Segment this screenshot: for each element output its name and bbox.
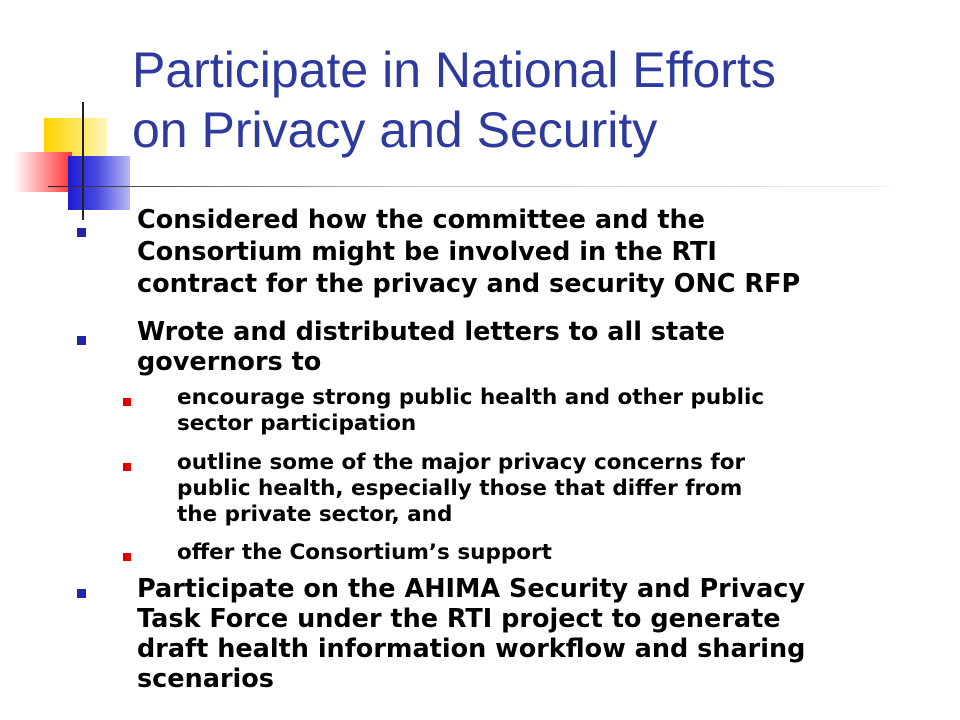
sub-bullet-marker [123, 463, 131, 471]
bullet-marker [77, 336, 86, 345]
bullet-text-2 [137, 317, 725, 377]
bullet-line: draft health information workflow and sharing [137, 634, 806, 664]
bullet-text-3 [137, 574, 805, 694]
bullet-marker [77, 589, 86, 598]
bullet-line: Task Force under the RTI project to generate [137, 604, 781, 634]
bullet-line: governors to [137, 347, 322, 377]
sub-bullet-line: encourage strong public health and other public [177, 385, 765, 410]
sub-bullet-line: the private sector, and [177, 502, 453, 527]
bullet-line: Consortium might be involved in the RTI [137, 237, 717, 267]
sub-bullet-marker [123, 398, 131, 406]
bullet-line: Considered how the committee and the [137, 205, 705, 235]
sub-bullet-line: offer the Consortium’s support [177, 540, 552, 565]
sub-bullet-text-3 [177, 540, 552, 566]
sub-bullet-marker [123, 553, 131, 561]
decor-blue-square [68, 156, 130, 210]
bullet-line: scenarios [137, 664, 274, 694]
bullet-line: Participate on the AHIMA Security and Privacy [137, 574, 806, 604]
title-line: on Privacy and Security [132, 102, 658, 158]
bullet-line: contract for the privacy and security ONC RFP [137, 269, 801, 299]
sub-bullet-line: outline some of the major privacy concerns for [177, 450, 746, 475]
sub-bullet-text-1 [177, 385, 764, 437]
decor-vertical-line [82, 102, 84, 220]
sub-bullet-line: public health, especially those that differ from [177, 476, 743, 501]
bullet-text-1 [137, 204, 800, 300]
bullet-line: Wrote and distributed letters to all state [137, 317, 725, 347]
slide-title [132, 40, 932, 160]
bullet-marker [77, 228, 86, 237]
decor-horizontal-line [48, 186, 890, 187]
sub-bullet-text-2 [177, 450, 745, 528]
title-line: Participate in National Efforts [132, 42, 776, 98]
sub-bullet-line: sector participation [177, 411, 417, 436]
